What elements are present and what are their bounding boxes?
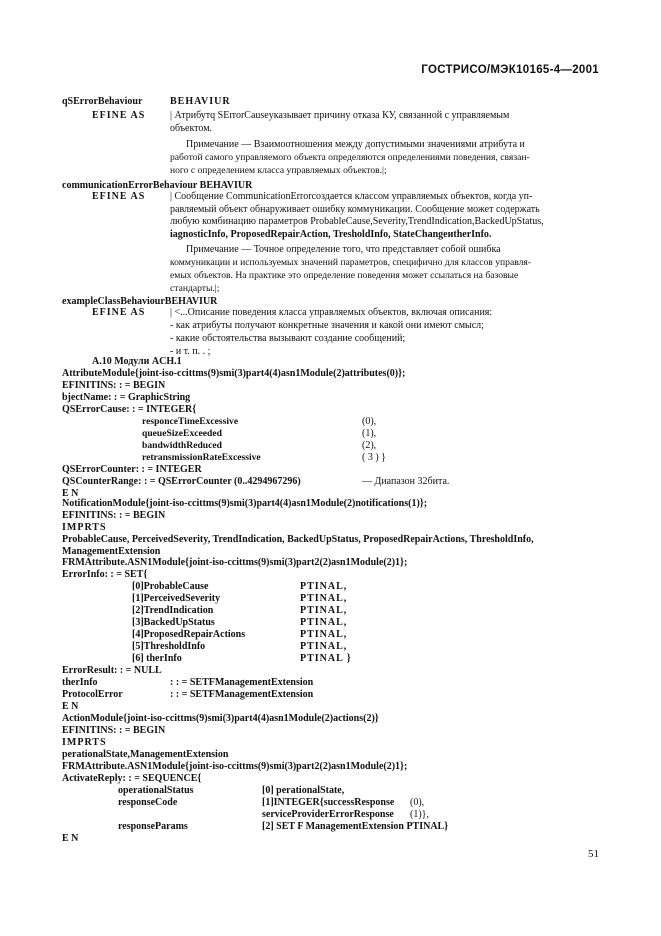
text-line-segment: - и т. п. . ; bbox=[170, 346, 211, 357]
text-line-segment: Примечание — Взаимоотношения между допустимыми значениями атрибута и bbox=[186, 139, 525, 150]
text-line-segment: retransmissionRateExcessive bbox=[142, 452, 261, 463]
text-line-segment: EFINE AS bbox=[92, 307, 146, 318]
text-line-segment: ( 3 ) } bbox=[362, 452, 386, 463]
text-line-segment: [2]TrendIndication bbox=[132, 605, 214, 616]
text-line-segment: FRMAttribute.ASN1Module{joint-iso-ccittms(9)smi(3)part2(2)asn1Module(2)1}; bbox=[62, 557, 408, 568]
text-line-segment: (2), bbox=[362, 440, 377, 451]
text-line-segment: QSCounterRange: : = QSErrorCounter (0..4294967296) bbox=[62, 476, 301, 487]
text-line-segment: perationalState,ManagementExtension bbox=[62, 749, 229, 760]
text-line-segment: [4]ProposedRepairActions bbox=[132, 629, 246, 640]
text-line-segment: EFINITINS: : = BEGIN bbox=[62, 380, 166, 391]
text-line-segment: коммуникации и используемых значений параметров, специфично для классов управля- bbox=[170, 257, 532, 268]
text-line-segment: (1), bbox=[362, 428, 377, 439]
text-line-segment: [2] SET F ManagementExtension PTINAL} bbox=[262, 821, 449, 832]
text-line-segment: NotificationModule{joint-iso-ccittms(9)smi(3)part4(4)asn1Module(2)notifications(1)}; bbox=[62, 498, 428, 509]
text-line-segment: qSErrorBehaviour bbox=[62, 96, 143, 107]
text-line-segment: operationalStatus bbox=[118, 785, 194, 796]
text-line-segment: QSErrorCause: : = INTEGER{ bbox=[62, 404, 197, 415]
text-line-segment: ActionModule{joint-iso-ccittms(9)smi(3)part4(4)asn1Module(2)actions(2)} bbox=[62, 713, 379, 724]
text-line-segment: [1]PerceivedSeverity bbox=[132, 593, 221, 604]
text-line-segment: емых объектов. На практике это определение поведения может ссылаться на базовые bbox=[170, 270, 519, 281]
text-line-segment: AttributeModule{joint-iso-ccittms(9)smi(3)part4(4)asn1Module(2)attributes(0)}; bbox=[62, 368, 406, 379]
text-line-segment: EFINE AS bbox=[92, 110, 146, 121]
standard-header: ГОСТРИСО/МЭК10165-4—2001 bbox=[421, 64, 599, 76]
text-line-segment: IMPRTS bbox=[62, 522, 107, 533]
text-line-segment: exampleClassBehaviourBEHAVIUR bbox=[62, 296, 218, 307]
text-line-segment: [6] therInfo bbox=[132, 653, 182, 664]
text-line-segment: therInfo bbox=[62, 677, 98, 688]
text-line-segment: [3]BackedUpStatus bbox=[132, 617, 215, 628]
text-line-segment: iagnosticInfo, ProposedRepairAction, TresholdInfo, StateChangeиtherInfo. bbox=[170, 229, 492, 240]
text-line-segment: responseParams bbox=[118, 821, 188, 832]
text-line-segment: ActivateReply: : = SEQUENCE{ bbox=[62, 773, 202, 784]
text-line-segment: ProbableCause, PerceivedSeverity, TrendIndication, BackedUpStatus, ProposedRepairActions, ThresholdInfo, bbox=[62, 534, 534, 545]
text-line-segment: communicationErrorBehaviour BEHAVIUR bbox=[62, 180, 253, 191]
text-line-segment: BEHAVIUR bbox=[170, 96, 231, 107]
text-line-segment: A.10 Модули ACH.1 bbox=[92, 356, 182, 367]
text-line-segment: стандарты.|; bbox=[170, 283, 220, 294]
text-line-segment: E N bbox=[62, 833, 79, 844]
text-line-segment: ErrorInfo: : = SET{ bbox=[62, 569, 148, 580]
text-line-segment: PTINAL, bbox=[300, 629, 348, 640]
text-line-segment: serviceProviderErrorResponse bbox=[262, 809, 394, 820]
text-line-segment: | <...Описание поведения класса управляемых объектов, включая описания: bbox=[170, 307, 493, 318]
text-line-segment: любую комбинацию параметров ProbableCause,Severity,TrendIndication,BackedUpStatus, bbox=[170, 216, 544, 227]
text-line-segment: объектом. bbox=[170, 123, 213, 134]
text-line-segment: - как атрибуты получают конкретные значения и какой они имеют смысл; bbox=[170, 320, 484, 331]
text-line-segment: | Сообщение CommunicationErrorсоздается классом управляемых объектов, когда уп- bbox=[170, 191, 533, 202]
text-line-segment: ProtocolError bbox=[62, 689, 123, 700]
text-line-segment: responseCode bbox=[118, 797, 178, 808]
text-line-segment: bjectName: : = GraphicString bbox=[62, 392, 191, 403]
text-line-segment: (0), bbox=[362, 416, 377, 427]
text-line-segment: queueSizeExceeded bbox=[142, 428, 222, 439]
text-line-segment: E N bbox=[62, 701, 79, 712]
text-line-segment: [5]ThresholdInfo bbox=[132, 641, 206, 652]
text-line-segment: (1)}, bbox=[410, 809, 429, 820]
text-line-segment: ErrorResult: : = NULL bbox=[62, 665, 162, 676]
text-line-segment: responceTimeExcessive bbox=[142, 416, 239, 427]
text-line-segment: ного с определением класса управляемых объектов.|; bbox=[170, 165, 387, 176]
text-line-segment: IMPRTS bbox=[62, 737, 107, 748]
text-line-segment: bandwidthReduced bbox=[142, 440, 222, 451]
text-line-segment: PTINAL, bbox=[300, 581, 348, 592]
text-line-segment: EFINITINS: : = BEGIN bbox=[62, 510, 166, 521]
text-line-segment: Примечание — Точное определение того, что представляет собой ошибка bbox=[186, 244, 501, 255]
text-line-segment: (0), bbox=[410, 797, 425, 808]
text-line-segment: PTINAL, bbox=[300, 593, 348, 604]
text-line-segment: FRMAttribute.ASN1Module{joint-iso-ccittms(9)smi(3)part2(2)asn1Module(2)1}; bbox=[62, 761, 408, 772]
text-line-segment: EFINE AS bbox=[92, 191, 146, 202]
text-line-segment: | Атрибутq SErrorCauseуказывает причину отказа КУ, связанной с управляемым bbox=[170, 110, 510, 121]
text-line-segment: равляемый объект обнаруживает ошибку коммуникации. Сообщение может содержать bbox=[170, 204, 540, 215]
text-line-segment: [1]INTEGER{successResponse bbox=[262, 797, 395, 808]
text-line-segment: — Диапазон 32бита. bbox=[362, 476, 450, 487]
text-line-segment: : : = SETFManagementExtension bbox=[170, 677, 314, 688]
page-number: 51 bbox=[588, 848, 599, 860]
text-line-segment: QSErrorCounter: : = INTEGER bbox=[62, 464, 202, 475]
text-line-segment: [0]ProbableCause bbox=[132, 581, 209, 592]
text-line-segment: ManagementExtension bbox=[62, 546, 161, 557]
text-line-segment: PTINAL, bbox=[300, 605, 348, 616]
text-line-segment: [0] perationalState, bbox=[262, 785, 345, 796]
text-line-segment: EFINITINS: : = BEGIN bbox=[62, 725, 166, 736]
text-line-segment: E N bbox=[62, 488, 79, 499]
text-line-segment: PTINAL, bbox=[300, 617, 348, 628]
text-line-segment: PTINAL, bbox=[300, 641, 348, 652]
text-line-segment: - какие обстоятельства вызывают создание сообщений; bbox=[170, 333, 406, 344]
text-line-segment: PTINAL } bbox=[300, 653, 352, 664]
text-line-segment: : : = SETFManagementExtension bbox=[170, 689, 314, 700]
text-line-segment: работой самого управляемого объекта определяются определениями поведения, связан- bbox=[170, 152, 530, 163]
